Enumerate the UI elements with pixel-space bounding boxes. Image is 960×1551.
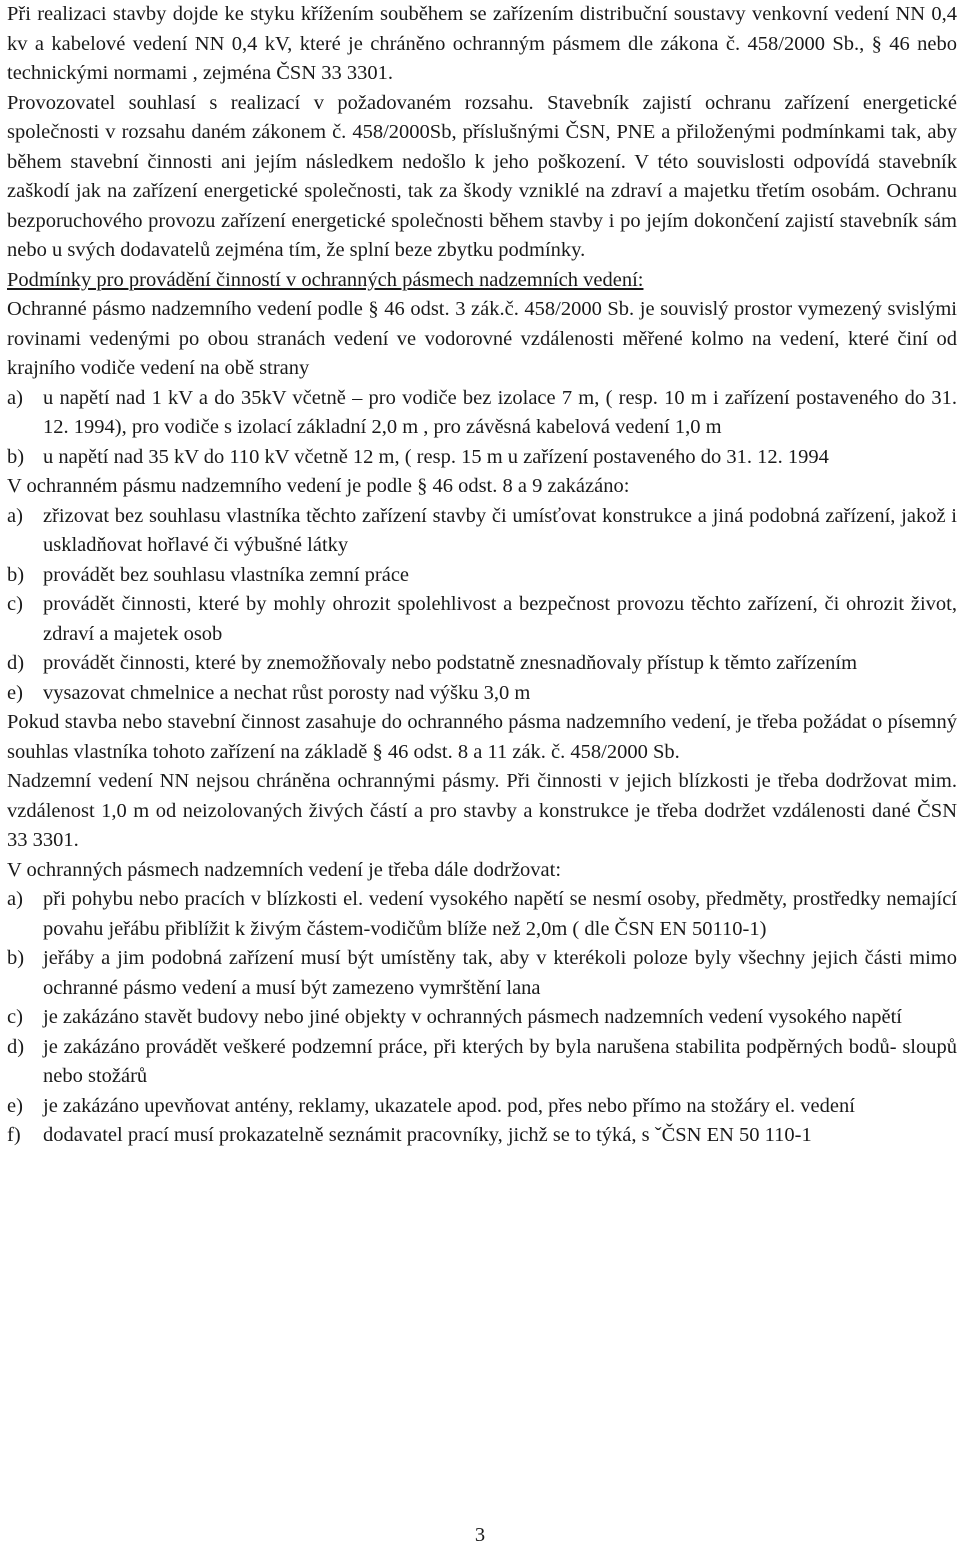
- list-item-text: vysazovat chmelnice a nechat růst porosty nad výšku 3,0 m: [43, 681, 531, 704]
- list-item: [7, 502, 957, 561]
- list-item-text: jeřáby a jim podobná zařízení musí být umístěny tak, aby v kterékoli poloze byly všechny jejich části mimo ochranné pásmo vedení a musí být zamezeno vymrštění lana: [43, 947, 957, 999]
- list-item-text: provádět činnosti, které by mohly ohrozit spolehlivost a bezpečnost provozu těchto zařízení, či ohrozit život, zdraví a majetek osob: [43, 593, 957, 645]
- list-item-label: e): [7, 681, 23, 704]
- list-item-label: f): [7, 1124, 21, 1146]
- list-item-label: b): [7, 947, 25, 969]
- list-item-label: d): [7, 1035, 25, 1058]
- page-content: [7, 0, 957, 1151]
- paragraph-written-consent: Pokud stavba nebo stavební činnost zasahuje do ochranného pásma nadzemního vedení, je třeba požádat o písemný souhlas vlastníka tohoto zařízení na základě § 46 odst. 8 a 11 zák. č. 458/2000 Sb.: [7, 711, 957, 763]
- list-item: [7, 1092, 957, 1122]
- paragraph-protection-zone: Ochranné pásmo nadzemního vedení podle § 46 odst. 3 zák.č. 458/2000 Sb. je souvislý prostor vymezený svislými rovinami vedenými po obou stranách vedení ve vodorovné vzdálenosti měřené kolmo na vedení, které činí od krajního vodiče vedení na obě strany: [7, 298, 957, 379]
- list-item: [7, 443, 957, 473]
- list-item: [7, 649, 957, 679]
- list-item-label: b): [7, 563, 25, 586]
- list-item: [7, 590, 957, 649]
- list-item-text: u napětí nad 1 kV a do 35kV včetně – pro vodiče bez izolace 7 m, ( resp. 10 m i zařízení postaveného do 31. 12. 1994), pro vodiče s izolací základní 2,0 m , pro závěsná kabelová vedení 1,0 m: [43, 386, 957, 438]
- list-item-label: e): [7, 1094, 23, 1117]
- list-item-text: u napětí nad 35 kV do 110 kV včetně 12 m, ( resp. 15 m u zařízení postaveného do 31. 12. 1994: [43, 445, 829, 468]
- list-item-label: c): [7, 593, 23, 615]
- list-item-text: při pohybu nebo pracích v blízkosti el. vedení vysokého napětí se nesmí osoby, předměty, prostředky nemající povahu jeřábu přiblížit k živým částem-vodičům blíže než 2,0m ( dle ČSN EN 50110-1): [43, 888, 957, 940]
- list-item-text: provádět činnosti, které by znemožňovaly nebo podstatně znesnadňovaly přístup k těmto zařízením: [43, 652, 858, 674]
- prohibited-activities-list: [7, 502, 957, 709]
- paragraph-nn-lines: Nadzemní vedení NN nejsou chráněna ochrannými pásmy. Při činnosti v jejich blízkosti je třeba dodržovat mim. vzdálenost 1,0 m od neizolovaných živých částí a pro stavby a konstrukce je třeba dodržet vzdálenosti dané ČSN 33 3301.: [7, 770, 957, 851]
- list-item-label: a): [7, 888, 23, 910]
- page-number: 3: [474, 1524, 486, 1546]
- paragraph-further-rules: V ochranných pásmech nadzemních vedení je třeba dále dodržovat:: [7, 858, 562, 881]
- list-item: [7, 561, 957, 591]
- list-item: [7, 384, 957, 443]
- paragraph-intro: Při realizaci stavby dojde ke styku křížením souběhem se zařízením distribuční soustavy venkovní vedení NN 0,4 kv a kabelové vedení NN 0,4 kV, které je chráněno ochranným pásmem dle zákona č. 458/2000 Sb., § 46 nebo technickými normami , zejména ČSN 33 3301.: [7, 3, 957, 84]
- list-item-text: je zakázáno stavět budovy nebo jiné objekty v ochranných pásmech nadzemních vedení vysokého napětí: [43, 1006, 902, 1028]
- list-item-text: provádět bez souhlasu vlastníka zemní práce: [43, 563, 410, 586]
- paragraph-prohibited: V ochranném pásmu nadzemního vedení je podle § 46 odst. 8 a 9 zakázáno:: [7, 475, 630, 497]
- list-item-text: zřizovat bez souhlasu vlastníka těchto zařízení stavby či umísťovat konstrukce a jiná podobná zařízení, jakož i uskladňovat hořlavé či výbušné látky: [43, 504, 957, 556]
- list-item: [7, 944, 957, 1003]
- list-item-label: b): [7, 445, 25, 468]
- list-item-label: c): [7, 1006, 23, 1028]
- further-rules-list: [7, 885, 957, 1151]
- paragraph-operator-consent: Provozovatel souhlasí s realizací v požadovaném rozsahu. Stavebník zajistí ochranu zařízení energetické společnosti v rozsahu daném zákonem č. 458/2000Sb, příslušnými ČSN, PNE a přiloženými podmínkami tak, aby během stavební činnosti ani jejím následkem nedošlo k jeho poškození. V této souvislosti odpovídá stavebník zaškodí jak na zařízení energetické společnosti, tak za škody vzniklé na zdraví a majetku třetím osobám. Ochranu bezporuchového provozu zařízení energetické společnosti během stavby i po jejím dokončení zajistí stavebník sám nebo u svých dodavatelů zejména tím, že splní beze zbytku podmínky.: [7, 91, 957, 261]
- list-item-text: je zakázáno upevňovat antény, reklamy, ukazatele apod. pod, přes nebo přímo na stožáry el. vedení: [43, 1094, 855, 1117]
- list-item-label: a): [7, 504, 23, 527]
- list-item: [7, 679, 957, 709]
- list-item: [7, 1121, 957, 1151]
- section-heading: Podmínky pro provádění činností v ochranných pásmech nadzemních vedení:: [7, 268, 644, 291]
- list-item: [7, 1033, 957, 1092]
- voltage-distance-list: [7, 384, 957, 473]
- list-item-text: je zakázáno provádět veškeré podzemní práce, při kterých by byla narušena stabilita podpěrných bodů- sloupů nebo stožárů: [43, 1035, 957, 1087]
- list-item-label: a): [7, 386, 23, 409]
- list-item: [7, 1003, 957, 1033]
- list-item: [7, 885, 957, 944]
- list-item-label: d): [7, 652, 25, 674]
- list-item-text: dodavatel prací musí prokazatelně seznámit pracovníky, jichž se to týká, s ˇČSN EN 50 110-1: [43, 1124, 812, 1146]
